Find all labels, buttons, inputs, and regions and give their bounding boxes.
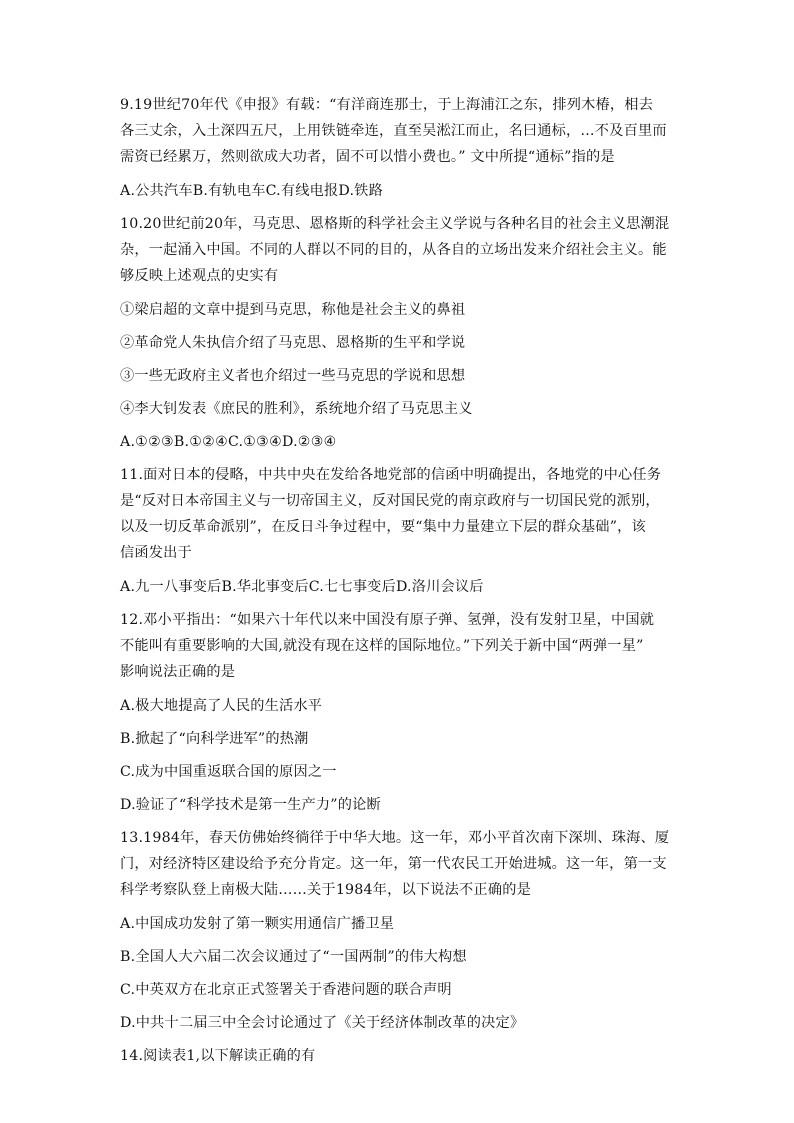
question-12-option-d: D.验证了“科学技术是第一生产力”的论断 — [120, 797, 381, 813]
question-12-option-c: C.成为中国重返联合国的原因之一 — [120, 764, 337, 780]
question-12-stem: 12.邓小平指出：“如果六十年代以来中国没有原子弹、氢弹，没有发射卫星，中国就 不能叫有重要影响的大国,就没有现在这样的国际地位。”下列关于新中国“两弹一星” 影响说法正确的是 — [120, 612, 655, 680]
question-9-options: A.公共汽车B.有轨电车C.有线电报D.铁路 — [120, 183, 383, 199]
question-11-stem: 11.面对日本的侵略，中共中央在发给各地党部的信函中明确提出，各地党的中心任务 是“反对日本帝国主义与一切帝国主义，反对国民党的南京政府与一切国民党的派别， 以及一切反革命派别”，在反日斗争过程中，要“集中力量建立下层的群众基础”，该 信函发出于 — [120, 467, 662, 561]
question-10-item-3: ③一些无政府主义者也介绍过一些马克思的学说和思想 — [120, 368, 466, 384]
question-12-option-a: A.极大地提高了人民的生活水平 — [120, 698, 323, 714]
question-13-stem: 13.1984年，春天仿佛始终徜徉于中华大地。这一年，邓小平首次南下深圳、珠海、厦 门，对经济特区建设给予充分肯定。这一年，第一代农民工开始进城。这一年，第一支 科学考察队登上南极大陆……关于1984年，以下说法不正确的是 — [120, 830, 670, 898]
question-10-stem: 10.20世纪前20年，马克思、恩格斯的科学社会主义学说与各种名目的社会主义思潮混 杂，一起涌入中国。不同的人群以不同的目的，从各自的立场出发来介绍社会主义。能 够反映上述观点的史实有 — [120, 216, 670, 284]
question-14-stem: 14.阅读表1,以下解读正确的有 — [120, 1048, 316, 1064]
question-9 — [120, 92, 680, 204]
question-13 — [120, 825, 680, 1036]
question-10 — [120, 211, 680, 455]
question-10-options: A.①②③B.①②④C.①③④D.②③④ — [120, 434, 337, 450]
exam-page — [120, 92, 680, 1077]
question-12 — [120, 607, 680, 818]
question-13-option-a: A.中国成功发射了第一颗实用通信广播卫星 — [120, 916, 395, 932]
question-12-option-b: B.掀起了“向科学进军”的热潮 — [120, 731, 309, 747]
question-11 — [120, 462, 680, 600]
question-9-stem: 9.19世纪70年代《申报》有载：“有洋商连那士，于上海浦江之东，排列木椿，相去 各三丈余，入土深四五尺，上用铁链牵连，直至吴淞江而止，名曰通标，…不及百里而 需资已经累万，然则欲成大功者，固不可以惜小费也。” 文中所提“通标”指的是 — [120, 97, 667, 165]
question-13-option-c: C.中英双方在北京正式签署关于香港问题的联合声明 — [120, 982, 452, 998]
question-13-option-d: D.中共十二届三中全会讨论通过了《关于经济体制改革的决定》 — [120, 1015, 525, 1031]
question-11-options: A.九一八事变后B.华北事变后C.七七事变后D.洛川会议后 — [120, 579, 484, 595]
question-14 — [120, 1043, 680, 1069]
question-10-item-2: ②革命党人朱执信介绍了马克思、恩格斯的生平和学说 — [120, 335, 466, 351]
question-10-item-4: ④李大钊发表《庶民的胜利》，系统地介绍了马克思主义 — [120, 401, 473, 417]
question-13-option-b: B.全国人大六届二次会议通过了“一国两制”的伟大构想 — [120, 949, 467, 965]
question-10-item-1: ①梁启超的文章中提到马克思，称他是社会主义的鼻祖 — [120, 302, 466, 318]
